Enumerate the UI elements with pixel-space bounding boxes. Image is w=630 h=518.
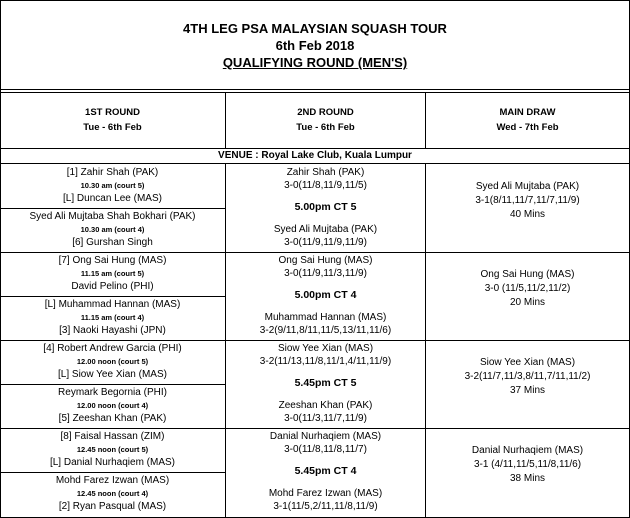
second-round-court: 5.00pm CT 5 bbox=[294, 201, 357, 213]
second-round-court: 5.00pm CT 4 bbox=[294, 289, 357, 301]
col-header-2-date: Tue - 6th Feb bbox=[296, 122, 355, 133]
main-draw-winner: Syed Ali Mujtaba (PAK) bbox=[475, 181, 580, 192]
player: [L] Duncan Lee (MAS) bbox=[63, 193, 162, 204]
match-time: 10.30 am (court 5) bbox=[80, 181, 145, 190]
second-round-score: 3-2(9/11,8/11,11/5,13/11,11/6) bbox=[259, 325, 392, 336]
section-divider bbox=[0, 252, 630, 253]
col-header-3-name: MAIN DRAW bbox=[499, 107, 556, 118]
main-draw-duration: 40 Mins bbox=[509, 209, 545, 220]
player: [5] Zeeshan Khan (PAK) bbox=[58, 413, 167, 424]
player: [L] Siow Yee Xian (MAS) bbox=[58, 369, 167, 380]
second-round-court: 5.45pm CT 4 bbox=[294, 465, 357, 477]
match-divider bbox=[0, 296, 225, 297]
player: [7] Ong Sai Hung (MAS) bbox=[58, 255, 167, 266]
main-draw-score: 3-2(11/7,11/3,8/11,7/11,11/2) bbox=[464, 371, 591, 382]
second-round-score: 3-1(11/5,2/11,11/8,11/9) bbox=[273, 501, 378, 512]
second-round-winner: Mohd Farez Izwan (MAS) bbox=[268, 488, 383, 499]
match-divider bbox=[0, 472, 225, 473]
header-rule-1 bbox=[0, 92, 630, 93]
main-draw-score: 3-0 (11/5,11/2,11/2) bbox=[484, 283, 571, 294]
section-divider bbox=[0, 428, 630, 429]
round-title: QUALIFYING ROUND (MEN'S) bbox=[222, 55, 408, 70]
match-time: 11.15 am (court 5) bbox=[80, 269, 145, 278]
second-round-score: 3-0(11/9,11/3,11/9) bbox=[284, 268, 367, 279]
match-time: 11.15 am (court 4) bbox=[80, 313, 145, 322]
second-round-winner: Danial Nurhaqiem (MAS) bbox=[269, 431, 382, 442]
main-draw-duration: 37 Mins bbox=[509, 385, 545, 396]
main-draw-winner: Ong Sai Hung (MAS) bbox=[480, 269, 575, 280]
second-round-winner: Ong Sai Hung (MAS) bbox=[278, 255, 373, 266]
title-rule bbox=[0, 89, 630, 90]
col-header-1-name: 1ST ROUND bbox=[85, 107, 140, 118]
venue-rule bbox=[0, 163, 630, 164]
player: Mohd Farez Izwan (MAS) bbox=[55, 475, 170, 486]
venue: VENUE : Royal Lake Club, Kuala Lumpur bbox=[218, 150, 412, 161]
player: [4] Robert Andrew Garcia (PHI) bbox=[43, 343, 182, 354]
player: [L] Danial Nurhaqiem (MAS) bbox=[49, 457, 176, 468]
second-round-winner: Muhammad Hannan (MAS) bbox=[264, 312, 387, 323]
main-draw-score: 3-1(8/11,11/7,11/7,11/9) bbox=[475, 195, 580, 206]
second-round-winner: Siow Yee Xian (MAS) bbox=[277, 343, 374, 354]
match-time: 12.00 noon (court 4) bbox=[76, 401, 149, 410]
player: [L] Muhammad Hannan (MAS) bbox=[44, 299, 181, 310]
player: [6] Gurshan Singh bbox=[72, 237, 153, 248]
second-round-score: 3-0(11/8,11/8,11/7) bbox=[284, 444, 367, 455]
tournament-title: 4TH LEG PSA MALAYSIAN SQUASH TOUR bbox=[183, 21, 447, 36]
second-round-winner: Syed Ali Mujtaba (PAK) bbox=[273, 224, 378, 235]
player: [1] Zahir Shah (PAK) bbox=[66, 167, 159, 178]
second-round-winner: Zeeshan Khan (PAK) bbox=[278, 400, 373, 411]
match-divider bbox=[0, 208, 225, 209]
player: Reymark Begornia (PHI) bbox=[58, 387, 167, 398]
border-top bbox=[0, 0, 630, 1]
player: [3] Naoki Hayashi (JPN) bbox=[59, 325, 166, 336]
section-divider bbox=[0, 340, 630, 341]
main-draw-winner: Siow Yee Xian (MAS) bbox=[479, 357, 576, 368]
match-time: 10.30 am (court 4) bbox=[80, 225, 145, 234]
second-round-score: 3-0(11/8,11/9,11/5) bbox=[284, 180, 367, 191]
player: Syed Ali Mujtaba Shah Bokhari (PAK) bbox=[29, 211, 196, 222]
col-divider-2-header bbox=[425, 92, 426, 148]
header-rule-2 bbox=[0, 148, 630, 149]
second-round-winner: Zahir Shah (PAK) bbox=[286, 167, 365, 178]
main-draw-score: 3-1 (4/11,11/5,11/8,11/6) bbox=[473, 459, 582, 470]
second-round-score: 3-0(11/3,11/7,11/9) bbox=[284, 413, 367, 424]
player: [8] Faisal Hassan (ZIM) bbox=[60, 431, 165, 442]
second-round-score: 3-0(11/9,11/9,11/9) bbox=[284, 237, 367, 248]
col-header-1-date: Tue - 6th Feb bbox=[83, 122, 142, 133]
match-time: 12.45 noon (court 4) bbox=[76, 489, 149, 498]
main-draw-duration: 38 Mins bbox=[509, 473, 545, 484]
col-divider-1-header bbox=[225, 92, 226, 148]
player: [2] Ryan Pasqual (MAS) bbox=[58, 501, 167, 512]
tournament-date: 6th Feb 2018 bbox=[275, 38, 355, 53]
main-draw-winner: Danial Nurhaqiem (MAS) bbox=[471, 445, 584, 456]
match-time: 12.45 noon (court 5) bbox=[76, 445, 149, 454]
second-round-score: 3-2(11/13,11/8,11/1,4/11,11/9) bbox=[259, 356, 392, 367]
match-time: 12.00 noon (court 5) bbox=[76, 357, 149, 366]
col-header-3-date: Wed - 7th Feb bbox=[496, 122, 559, 133]
second-round-court: 5.45pm CT 5 bbox=[294, 377, 357, 389]
main-draw-duration: 20 Mins bbox=[509, 297, 545, 308]
col-header-2-name: 2ND ROUND bbox=[297, 107, 354, 118]
match-divider bbox=[0, 384, 225, 385]
player: David Pelino (PHI) bbox=[71, 281, 154, 292]
